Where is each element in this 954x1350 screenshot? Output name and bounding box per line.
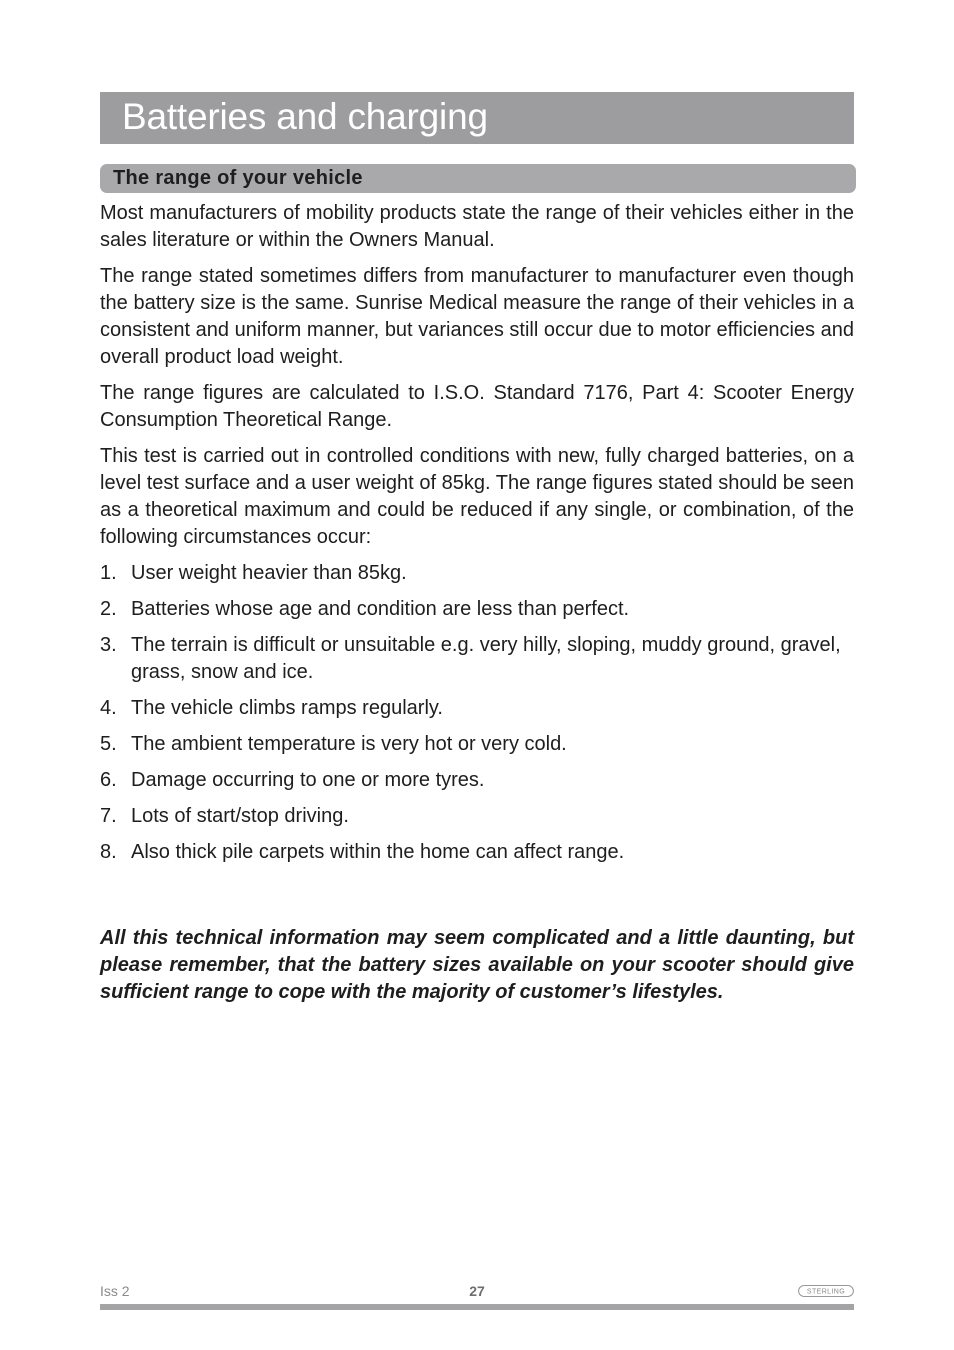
list-number: 2.: [100, 598, 117, 620]
list-number: 8.: [100, 841, 117, 863]
page-number: 27: [469, 1283, 485, 1299]
page-title: Batteries and charging: [122, 96, 488, 137]
list-item: [100, 731, 854, 758]
list-text: User weight heavier than 85kg.: [131, 562, 407, 584]
paragraph: The range figures are calculated to I.S.O. Standard 7176, Part 4: Scooter Energy Consumption Theoretical Range.: [100, 382, 854, 431]
list-text: Batteries whose age and condition are less than perfect.: [131, 598, 630, 620]
paragraph: This test is carried out in controlled conditions with new, fully charged batteries, on a level test surface and a user weight of 85kg. The range figures stated should be seen as a theoretical maximum and could be reduced if any single, or combination, of the following circumstances occur:: [100, 445, 854, 548]
title-bar: [100, 92, 854, 144]
footer-divider: [100, 1304, 854, 1310]
list-item: [100, 803, 854, 830]
list-text: The vehicle climbs ramps regularly.: [131, 697, 443, 719]
list-item: [100, 596, 854, 623]
list-text: The ambient temperature is very hot or very cold.: [131, 733, 567, 755]
list-number: 1.: [100, 562, 117, 584]
sterling-logo: [798, 1285, 854, 1297]
list-item: [100, 695, 854, 722]
section-heading: The range of your vehicle: [113, 167, 363, 189]
section-header: [100, 164, 856, 193]
list-item: [100, 767, 854, 794]
closing-note: All this technical information may seem complicated and a little daunting, but please remember, that the battery sizes available on your scooter should give sufficient range to cope with the majority of customer’s lifestyles.: [100, 927, 854, 1003]
list-item: [100, 560, 854, 587]
list-text: Also thick pile carpets within the home can affect range.: [131, 841, 625, 863]
issue-label: Iss 2: [100, 1283, 130, 1299]
paragraph: The range stated sometimes differs from manufacturer to manufacturer even though the battery size is the same. Sunrise Medical measure the range of their vehicles in a consistent and uniform manner, but variances still occur due to motor efficiencies and overall product load weight.: [100, 265, 854, 368]
list-item: [100, 632, 854, 686]
list-number: 5.: [100, 733, 117, 755]
list-text: Lots of start/stop driving.: [131, 805, 349, 827]
logo-text: STERLING: [806, 1288, 846, 1296]
list-text: Damage occurring to one or more tyres.: [131, 769, 485, 791]
list-text: The terrain is difficult or unsuitable e.g. very hilly, sloping, muddy ground, gravel, grass, snow and ice.: [131, 634, 841, 683]
list-number: 6.: [100, 769, 117, 791]
body-content: [100, 200, 854, 875]
list-number: 4.: [100, 697, 117, 719]
paragraph: Most manufacturers of mobility products state the range of their vehicles either in the sales literature or within the Owners Manual.: [100, 202, 854, 251]
circumstances-list: [100, 560, 854, 866]
list-item: [100, 839, 854, 866]
list-number: 7.: [100, 805, 117, 827]
list-number: 3.: [100, 634, 117, 656]
